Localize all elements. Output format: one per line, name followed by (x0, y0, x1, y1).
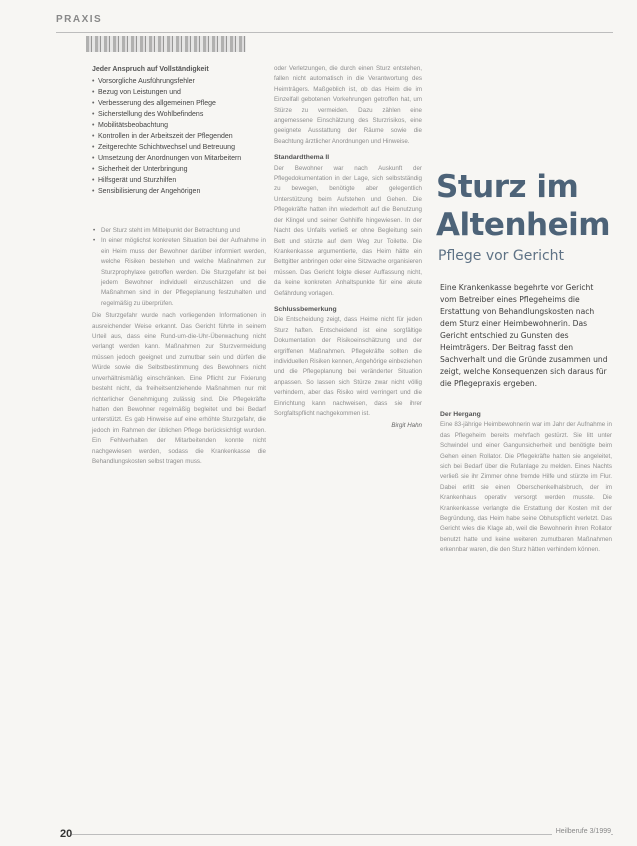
checklist-box (92, 64, 264, 197)
section-label: PRAXIS (56, 14, 103, 25)
body-column-middle (274, 64, 422, 432)
article-title: Sturz im Altenheim (436, 169, 611, 243)
article-lead: Eine Krankenkasse begehrte vor Gericht vom Betreiber eines Pflegeheims die Erstattung von Behandlungskosten nach dem Sturz einer Heimbewohnerin. Das Gericht entschied zu Gunsten des Heimträgers. Der Beitrag fasst den Sachverhalt und die Gründe zusammen und zeigt, welche Konsequenzen sich daraus für die Pflegepraxis ergeben. (440, 283, 608, 388)
bullet-list (92, 226, 266, 309)
checklist-item: • Umsetzung der Anordnungen von Mitarbeitern (92, 153, 264, 164)
checklist-item: • Bezug von Leistungen und (92, 87, 264, 98)
checklist-item: • Sensibilisierung der Angehörigen (92, 186, 264, 197)
checklist-item: • Kontrollen in der Arbeitszeit der Pflegenden (92, 131, 264, 142)
checklist-item: • Sicherheit der Unterbringung (92, 164, 264, 175)
checklist-item: • Mobilitätsbeobachtung (92, 120, 264, 131)
subheading: Standardthema II (274, 154, 330, 162)
checklist-item: • Zeitgerechte Schichtwechsel und Betreuung (92, 142, 264, 153)
checklist-item: • Hilfsgerät und Sturzhilfen (92, 175, 264, 186)
body-paragraph: Der Bewohner war nach Auskunft der Pflegedokumentation in der Lage, sich selbstständig zu bewegen, benötigte aber gelegentlich Unterstützung beim Aufstehen und Gehen. Die Pflegekräfte hatten ihn wiederholt auf die Benutzung der Klingel und seiner Gehhilfe hingewiesen. In der Nacht des Unfalls verließ er ohne Begleitung sein Bett und stürzte auf dem Weg zur Toilette. Die Krankenkasse argumentierte, das Heim hätte ein Bettgitter anbringen oder eine Sitzwache organisieren müssen. Das Gericht folgte dieser Auffassung nicht, da keine konkreten Anhaltspunkte für eine akute Gefährdung vorlagen. (274, 164, 422, 297)
checklist-item: • Verbesserung des allgemeinen Pflege (92, 98, 264, 109)
footer-rule (72, 834, 613, 835)
issue-label: Heilberufe 3/1999 (552, 828, 611, 835)
body-column-left (92, 226, 266, 469)
subheading: Der Hergang (440, 411, 481, 418)
checklist-title: Jeder Anspruch auf Vollständigkeit (92, 66, 209, 73)
body-paragraph: oder Verletzungen, die durch einen Sturz entstehen, fallen nicht automatisch in die Verantwortung des Heimträgers. Maßgeblich ist, ob das Heim die im Einzelfall gebotenen Vorkehrungen getroffen hat, um Stürze zu vermeiden. Dazu zählen eine angemessene Einschätzung des Sturzrisikos, eine geeignete Ausstattung der Räume sowie die Beachtung ärztlicher Anordnungen und Hinweise. (274, 65, 422, 145)
bullet-item: • Der Sturz steht im Mittelpunkt der Betrachtung und (92, 226, 266, 236)
header-rule (56, 32, 613, 33)
checklist-item: • Sicherstellung des Wohlbefindens (92, 109, 264, 120)
column-logo (86, 36, 246, 52)
checklist-item: • Vorsorgliche Ausführungsfehler (92, 76, 264, 87)
checklist (92, 76, 264, 197)
body-column-right (440, 404, 612, 558)
body-paragraph: Eine 83-jährige Heimbewohnerin war im Jahr der Aufnahme in das Pflegeheim bereits mehrfach gestürzt. Sie litt unter Schwindel und einer Gangunsicherheit und benötigte beim Gehen einen Rollator. Die Pflegekräfte hatten sie angeleitet, sich bei Bedarf über die Rufanlage zu melden. Eines Nachts verließ sie ihr Zimmer ohne fremde Hilfe und stürzte im Flur. Dabei erlitt sie einen Oberschenkelhalsbruch, der im Krankenhaus operativ versorgt werden musste. Die Krankenkasse verlangte die Erstattung der Kosten mit der Begründung, das Heim habe seine Obhutspflicht verletzt. Das Gericht wies die Klage ab, weil die Bewohnerin ihren Rollator benutzt hatte und keine weiteren zumutbaren Maßnahmen erkennbar waren, die den Sturz hätten verhindern können. (440, 421, 612, 554)
body-paragraph: Die Sturzgefahr wurde nach vorliegenden Informationen in ausreichender Weise erkannt. Das Gericht führte in seinem Urteil aus, dass eine Rund-um-die-Uhr-Überwachung nicht verlangt werden kann. Maßnahmen zur Sturzvermeidung müssen jedoch geeignet und zumutbar sein und dürfen die Würde sowie die Selbstbestimmung des Bewohners nicht unverhältnismäßig einschränken. Eine Pflicht zur Fixierung besteht nicht, da freiheitsentziehende Maßnahmen nur mit richterlicher Genehmigung zulässig sind. Die Pflegekräfte hatten den Bewohner regelmäßig begleitet und bei Bedarf unterstützt. Es gab Hinweise auf eine erhöhte Sturzgefahr, die jedoch im Rahmen der üblichen Pflege berücksichtigt wurden. Ein Fehlverhalten der Mitarbeitenden konnte nicht nachgewiesen werden, sodass die Krankenkasse die Behandlungskosten selbst tragen muss. (92, 312, 266, 465)
article-subtitle: Pflege vor Gericht (438, 248, 565, 264)
bullet-item: • In einer möglichst konkreten Situation bei der Aufnahme in ein Heim muss der Bewohner darüber informiert werden, welche Risiken bestehen und welche Maßnahmen zur Sturzprophylaxe getroffen werden. Die Sturzgefahr ist bei jedem Bewohner individuell einzuschätzen und die Maßnahmen sind in der Pflegeplanung festzuhalten und regelmäßig zu überprüfen. (92, 236, 266, 309)
subheading: Schlussbemerkung (274, 305, 337, 313)
page-number: 20 (60, 828, 73, 840)
author-name: Birgit Hahn (391, 422, 422, 430)
body-paragraph: Die Entscheidung zeigt, dass Heime nicht für jeden Sturz haften. Entscheidend ist eine sorgfältige Dokumentation der Risikoeinschätzung und der ergriffenen Maßnahmen. Pflegekräfte sollten die individuellen Risiken kennen, Angehörige einbeziehen und die Pflegeplanung bei veränderter Situation anpassen. So lassen sich Stürze zwar nicht völlig verhindern, aber das Risiko wird verringert und die Einrichtung kann nachweisen, dass sie ihrer Sorgfaltspflicht nachgekommen ist. (274, 316, 422, 417)
